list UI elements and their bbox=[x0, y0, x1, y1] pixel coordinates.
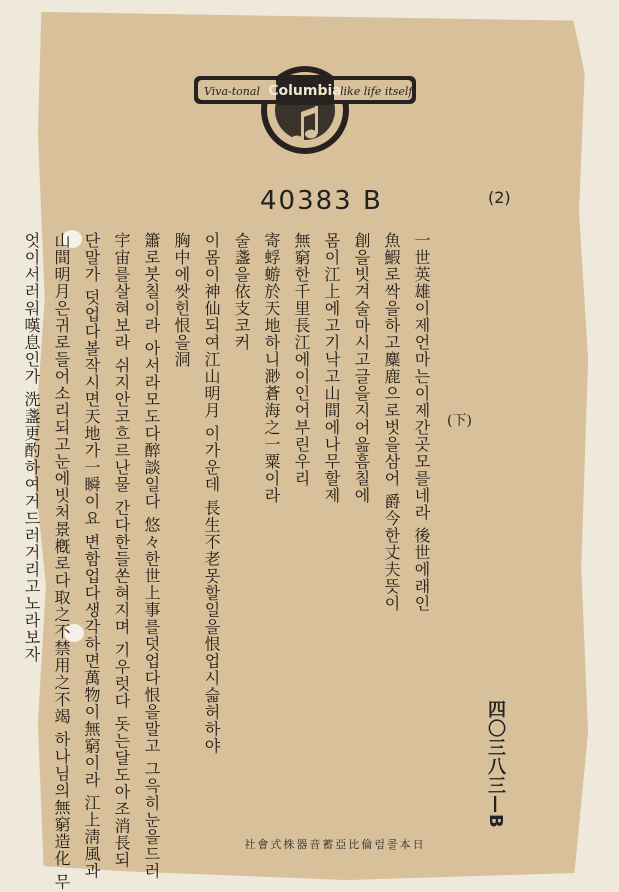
slogan-right: like life itself bbox=[340, 85, 413, 98]
brand-wordmark: Columbia bbox=[268, 83, 342, 99]
lyric-line: 無窮한千里長江에이인어부린우리 bbox=[292, 232, 311, 487]
lyric-line: 創을빗겨술마시고글을지어읊흠칠에 bbox=[352, 232, 371, 504]
publisher-footer: 社會式株器音蓄亞比倫럼콜本日 bbox=[244, 838, 426, 851]
lyric-line: 簫로붓칠이라 아서라모도다醉談일다 悠々한世上事를덧업다恨을말고 그윽히눈을드러 bbox=[142, 232, 161, 880]
lyric-line: 胸中에쌋힌恨을洞 bbox=[172, 232, 191, 368]
lyric-line: 단말가 덧업다볼작시면天地가一瞬이요 변함업다생각하면萬物이無窮이라 江上淸風과 bbox=[82, 232, 101, 880]
lyric-line: 술盞을依支코커 bbox=[232, 232, 251, 351]
slogan-left: Viva-tonal bbox=[204, 85, 260, 98]
catalog-number: 40383 B bbox=[260, 186, 383, 216]
lyric-line: 宇宙를살혀보라 쉬지안코흐르난물 간다한들쏜혀지며 기우럿다 돗는달도아조消長되 bbox=[112, 232, 131, 869]
columbia-logo bbox=[180, 60, 430, 160]
lyric-line: 山間明月은귀로들어소리되고눈에빗처景槪로다取之不禁用之不竭 하나님의無窮造化 무 bbox=[52, 232, 71, 891]
part-marker: (下) bbox=[447, 413, 472, 429]
lyric-line: 이몸이神仙되여江山明月 이가운데 長生不老못할일을恨업시슯허하야 bbox=[202, 232, 221, 755]
lyric-line: 魚鰕로싹을하고麋鹿으로벗을삼어 爵今한丈夫뜻이 bbox=[382, 232, 401, 613]
lyric-line: 寄蜉蝣於天地하니渺蒼海之一粟이라 bbox=[262, 232, 281, 504]
lyric-line: 一世英雄이제언마는이제간곳모를네라 後世에래인 bbox=[412, 232, 431, 613]
side-code: 四〇三八三—B bbox=[485, 700, 506, 829]
lyric-line: 몸이江上에고기낙고山間에나무할제 bbox=[322, 232, 341, 504]
page-number: (2) bbox=[488, 188, 511, 207]
lyric-line: 엇이서러워嘆息인가 洗盞更酌하여거드러거리고노라보자 bbox=[22, 232, 41, 664]
